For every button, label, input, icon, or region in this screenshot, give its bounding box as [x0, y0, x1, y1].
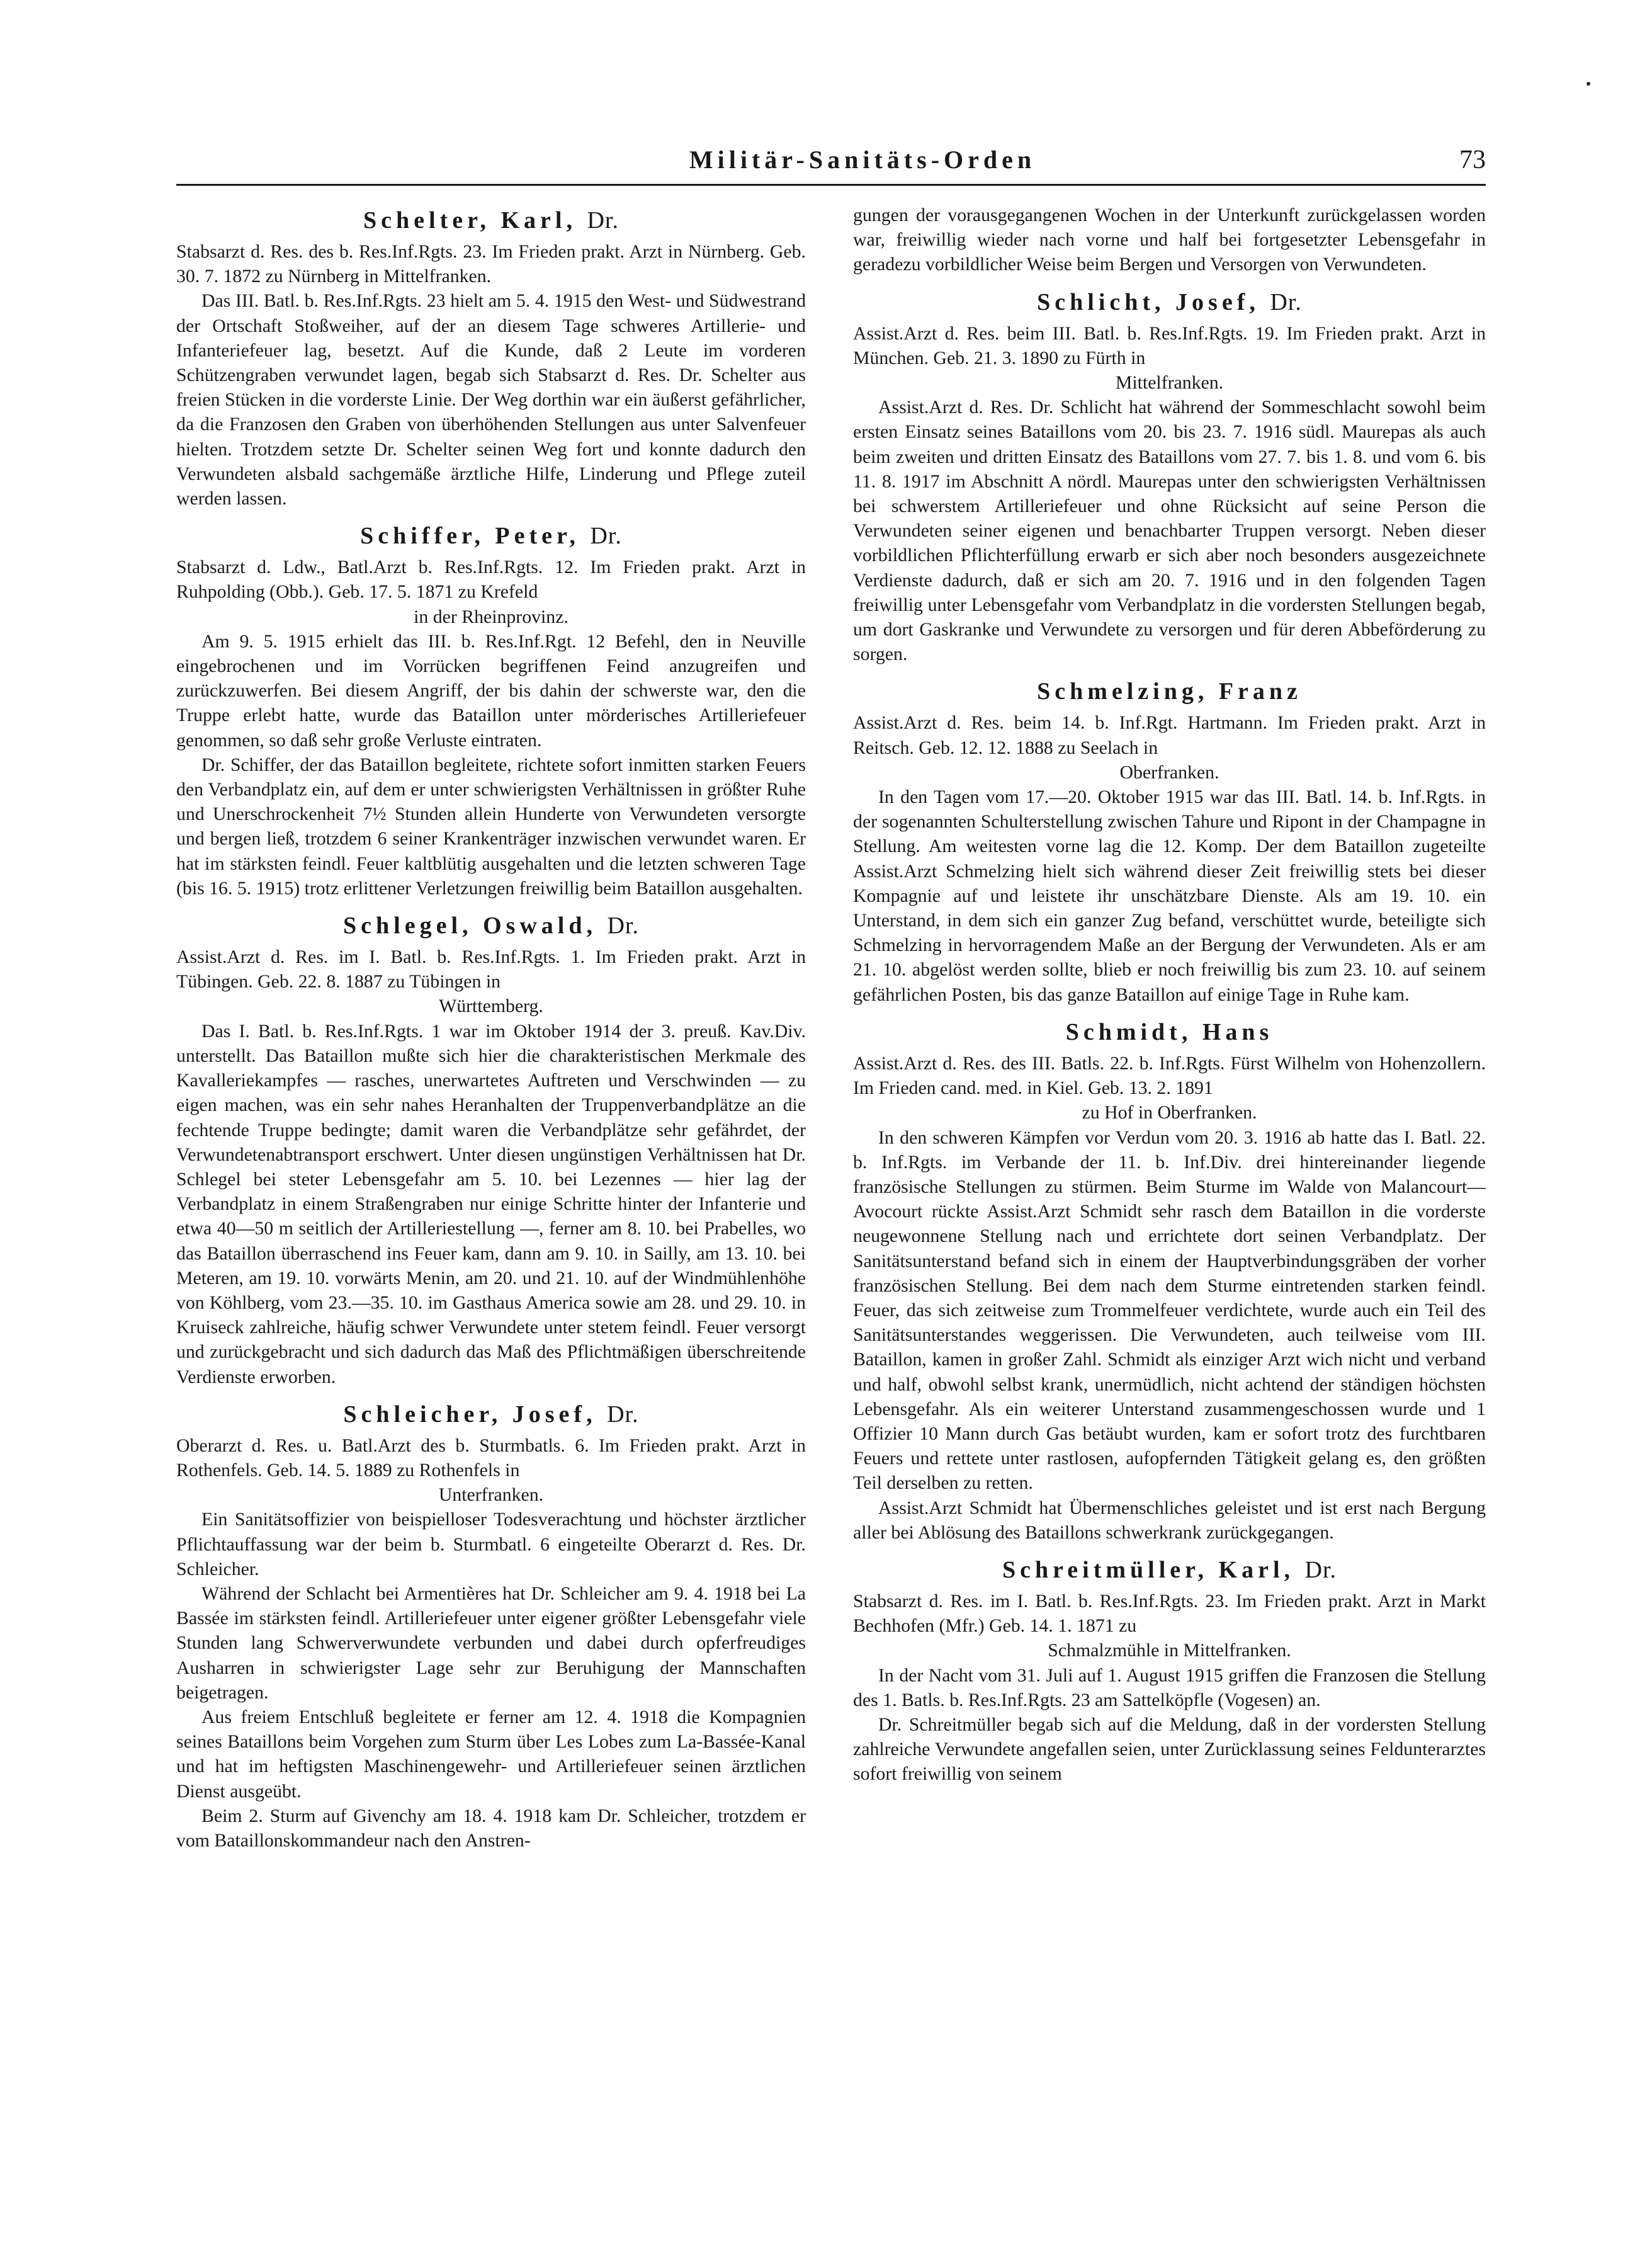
entry-meta: Assist.Arzt d. Res. des III. Batls. 22. b. Inf.Rgts. Fürst Wilhelm von Hohenzollern. Im Frieden cand. med. in Kiel. Geb. 13. 2. 1891	[853, 1052, 1486, 1099]
running-header	[176, 139, 1486, 186]
margin-speck	[1587, 82, 1590, 86]
entry-meta-tail: Württemberg.	[439, 996, 543, 1017]
entry-meta: Assist.Arzt d. Res. beim III. Batl. b. Res.Inf.Rgts. 19. Im Frieden prakt. Arzt in München. Geb. 21. 3. 1890 zu Fürth in	[853, 322, 1486, 368]
continuation-paragraph: gungen der vorausgegangenen Wochen in der Unterkunft zurückgelassen worden war, freiwillig wieder nach vorne und half bei fortgesetzter Lebensgefahr in geradezu vorbildlicher Weise beim Bergen und Versorgen von Verwundeten.	[853, 205, 1486, 275]
entry-meta-tail: Mittelfranken.	[1115, 372, 1224, 394]
entry-suffix: Dr.	[590, 523, 622, 550]
header-title: Militär-Sanitäts-Orden	[689, 145, 1036, 174]
entry-schleicher	[176, 1401, 806, 1853]
entry-paragraph: Assist.Arzt d. Res. Dr. Schlicht hat während der Sommeschlacht sowohl beim ersten Einsatz seines Bataillons vom 20. bis 23. 7. 1916 südl. Maurepas als auch beim zweiten und dritten Einsatz des Bataillons vom 27. 7. bis 1. 8. und vom 6. bis 11. 8. 1917 im Abschnitt A nördl. Maurepas unter den schwierigsten Verhältnissen bei schwerstem Artilleriefeuer und ohne Rücksicht auf seine Person die Verwundeten seiner eigenen und benachbarter Truppen versorgt. Neben dieser vorbildlichen Pflichterfüllung erwarb er sich aber noch besonders ausgezeichnete Verdienste dadurch, daß er sich am 20. 7. 1916 und in den folgenden Tagen freiwillig unter Lebensgefahr vom Verbandplatz in die vordersten Stellungen begab, um dort Gaskranke und Verwundete zu versorgen und für deren Abbeförderung zu sorgen.	[853, 397, 1486, 665]
entry-schlicht	[853, 288, 1486, 667]
entry-schiffer	[176, 522, 806, 901]
entry-meta: Assist.Arzt d. Res. im I. Batl. b. Res.Inf.Rgts. 1. Im Frieden prakt. Arzt in Tübingen. Geb. 22. 8. 1887 zu Tübingen in	[176, 947, 806, 992]
entry-name: Schiffer, Peter,	[360, 523, 580, 550]
right-column	[853, 203, 1486, 2243]
entry-name: Schlicht, Josef,	[1037, 288, 1260, 316]
entry-paragraph: Das III. Batl. b. Res.Inf.Rgts. 23 hielt am 5. 4. 1915 den West- und Südwestrand der Ortschaft Stoßweiher, auf der an diesem Tage schweres Artillerie- und Infanteriefeuer lag, besetzt. Auf die Kunde, daß 2 Leute im vorderen Schützengraben verwundet lagen, begab sich Stabsarzt d. Res. Dr. Schelter aus freien Stücken in die vorderste Linie. Der Weg dorthin war ein äußerst gefährlicher, da die Franzosen den Graben von überhöhenden Stellungen aus unter Salvenfeuer hielten. Trotzdem setzte Dr. Schelter seinen Weg fort und konnte dadurch den Verwundeten alsbald sachgemäße ärztliche Hilfe, Linderung und Pflege zuteil werden lassen.	[176, 290, 806, 509]
entry-continuation	[853, 203, 1486, 277]
entry-heading	[853, 678, 1486, 705]
entry-heading	[853, 1556, 1486, 1584]
entry-paragraph: Beim 2. Sturm auf Givenchy am 18. 4. 1918 kam Dr. Schleicher, trotzdem er vom Bataillonskommandeur nach den Anstren-	[176, 1805, 806, 1851]
entry-paragraph: In den schweren Kämpfen vor Verdun vom 20. 3. 1916 ab hatte das I. Batl. 22. b. Inf.Rgts. im Verbande der 11. b. Inf.Div. drei hintereinander liegende französische Stellungen zu stürmen. Beim Sturme im Walde von Malancourt—Avocourt rückte Assist.Arzt Schmidt sehr rasch dem Bataillon in die vorderste neugewonnene Stellung nach und errichtete dort seinen Verbandplatz. Der Sanitätsunterstand befand sich in einem der Hauptverbindungsgräben der vorher französischen Stellung. Bei dem nach dem Sturme eintretenden starken feindl. Feuer, das sich zeitweise zum Trommelfeuer verdichtete, wurde auch ein Teil des Sanitätsunterstandes weggerissen. Die Verwundeten, auch teilweise vom III. Bataillon, kamen in großer Zahl. Schmidt als einziger Arzt wich nicht und verband und half, obwohl selbst krank, unermüdlich, nicht achtend der ständigen höchsten Lebensgefahr. Als ein weiterer Unterstand zusammengeschossen wurde und 1 Offizier 10 Mann durch Gas betäubt wurden, kam er sofort trotz des furchtbaren Feuers und rettete unter rastlosen, aufopfernden Tätigkeit gelang es, den größten Teil derselben zu retten.	[853, 1127, 1486, 1494]
entry-name: Schlegel, Oswald,	[343, 912, 597, 940]
entry-meta-tail: Schmalzmühle in Mittelfranken.	[1048, 1640, 1291, 1661]
entry-heading	[853, 1018, 1486, 1046]
entry-heading	[176, 912, 806, 940]
entry-paragraph: Dr. Schiffer, der das Bataillon begleitete, richtete sofort inmitten starken Feuers den Verbandplatz ein, auf dem er unter schwierigsten Verhältnissen in größter Ruhe und Unerschrockenheit 7½ Stunden allein Hunderte von Verwundeten versorgte und bergen ließ, trotzdem 6 seiner Krankenträger inzwischen verwundet waren. Er hat im stärksten feindl. Feuer kaltblütig ausgehalten und die letzten schweren Tage (bis 16. 5. 1915) trotz erlittener Verletzungen freiwillig beim Bataillon ausgehalten.	[176, 754, 806, 899]
entry-meta-tail: Oberfranken.	[1119, 761, 1219, 783]
entry-schreitmueller	[853, 1556, 1486, 1787]
entry-paragraph: Das I. Batl. b. Res.Inf.Rgts. 1 war im Oktober 1914 der 3. preuß. Kav.Div. unterstellt. Das Bataillon mußte sich hier die charakteristischen Merkmale des Kavalleriekampfes — rasches, unerwartetes Auftreten und Verschwinden — zu eigen machen, was ein sehr nahes Heranhalten der Truppenverbandplätze an die fechtende Truppe bedingte; damit waren die Verbandplätze sehr gefährdet, der Verwundetenabtransport erschwert. Unter diesen ungünstigen Verhältnissen hat Dr. Schlegel bei steter Lebensgefahr am 5. 10. bei Lezennes — hier lag der Verbandplatz in einem Straßengraben nur einige Schritte hinter der Infanterie und etwa 40—50 m seitlich der Artilleriestellung —, ferner am 8. 10. bei Prabelles, wo das Bataillon überraschend ins Feuer kam, dann am 9. 10. in Sailly, am 13. 10. bei Meteren, am 19. 10. vorwärts Menin, am 20. und 21. 10. auf der Windmühlenhöhe von Köhlberg, vom 23.—35. 10. im Gasthaus America sowie am 28. und 29. 10. in Kruiseck zahlreiche, häufig schwer Verwundete unter stetem feindl. Feuer versorgt und zurückgebracht und sich dadurch das Maß des Pflichtmäßigen überschreitende Verdienste erworben.	[176, 1020, 806, 1387]
entry-name: Schelter, Karl,	[363, 207, 577, 234]
entry-meta-tail: zu Hof in Oberfranken.	[1082, 1102, 1257, 1123]
entry-meta: Assist.Arzt d. Res. beim 14. b. Inf.Rgt. Hartmann. Im Frieden prakt. Arzt in Reitsch. Geb. 12. 12. 1888 zu Seelach in	[853, 712, 1486, 758]
entry-name: Schmidt, Hans	[1065, 1018, 1274, 1045]
entry-paragraph: Am 9. 5. 1915 erhielt das III. b. Res.Inf.Rgt. 12 Befehl, den in Neuville eingebrochenen und im Vorrücken begriffenen Feind anzugreifen und zurückzuwerfen. Bei diesem Angriff, der bis dahin der schwerste war, den die Truppe erlebt hatte, wurde das Bataillon unter mörderisches Artilleriefeuer genommen, so daß sehr große Verluste eintraten.	[176, 630, 806, 751]
entry-paragraph: In den Tagen vom 17.—20. Oktober 1915 war das III. Batl. 14. b. Inf.Rgts. in der sogenannten Schulterstellung zwischen Tahure und Ripont in der Champagne in Stellung. Am weitesten vorne lag die 12. Komp. Der dem Bataillon zugeteilte Assist.Arzt Schmelzing hielt sich während dieser Zeit freiwillig stets bei dieser Kompagnie auf und leistete ihr unschätzbare Dienste. Als am 19. 10. ein Unterstand, in dem sich ein ganzer Zug befand, verschüttet wurde, beteiligte sich Schmelzing in hervorragendem Maße an der Bergung der Verwundeten. Als er am 21. 10. abgelöst werden sollte, blieb er noch freiwillig bis zum 23. 10. auf seinem gefährlichen Posten, bis das ganze Bataillon auf einige Tage in Ruhe kam.	[853, 787, 1486, 1005]
entry-paragraph: Dr. Schreitmüller begab sich auf die Meldung, daß in der vordersten Stellung zahlreiche Verwundete angefallen seien, unter Zurücklassung seines Feldunterarztes sofort freiwillig von seinem	[853, 1714, 1486, 1785]
entry-paragraph: Aus freiem Entschluß begleitete er ferner am 12. 4. 1918 die Kompagnien seines Bataillons beim Vorgehen zum Sturm über Les Lobes zum La-Bassée-Kanal und hat im heftigsten Maschinengewehr- und Artilleriefeuer seinen ärztlichen Dienst ausgeübt.	[176, 1706, 806, 1802]
entry-meta-tail: in der Rheinprovinz.	[414, 606, 569, 627]
entry-suffix: Dr.	[1270, 288, 1302, 316]
entry-schelter	[176, 207, 806, 511]
entry-name: Schleicher, Josef,	[343, 1401, 597, 1428]
entry-schmidt	[853, 1018, 1486, 1545]
entry-paragraph: In der Nacht vom 31. Juli auf 1. August 1915 griffen die Franzosen die Stellung des 1. Batls. b. Res.Inf.Rgts. 23 am Sattelköpfle (Vogesen) an.	[853, 1664, 1486, 1710]
entry-meta-tail: Unterfranken.	[438, 1484, 544, 1506]
entry-suffix: Dr.	[587, 207, 619, 234]
page-number: 73	[1459, 145, 1486, 174]
left-column	[176, 203, 806, 2243]
entry-meta: Stabsarzt d. Ldw., Batl.Arzt b. Res.Inf.Rgts. 12. Im Frieden prakt. Arzt in Ruhpolding (Obb.). Geb. 17. 5. 1871 zu Krefeld	[176, 557, 806, 603]
entry-schlegel	[176, 912, 806, 1389]
entry-heading	[853, 288, 1486, 316]
entry-name: Schreitmüller, Karl,	[1002, 1556, 1295, 1583]
entry-meta: Oberarzt d. Res. u. Batl.Arzt des b. Sturmbatls. 6. Im Frieden prakt. Arzt in Rothenfels. Geb. 14. 5. 1889 zu Rothenfels in	[176, 1435, 806, 1481]
entry-paragraph: Ein Sanitätsoffizier von beispielloser Todesverachtung und höchster ärztlicher Pflichtauffassung war der beim b. Sturmbatl. 6 eingeteilte Oberarzt d. Res. Dr. Schleicher.	[176, 1509, 806, 1579]
entry-meta: Stabsarzt d. Res. im I. Batl. b. Res.Inf.Rgts. 23. Im Frieden prakt. Arzt in Markt Bechhofen (Mfr.) Geb. 14. 1. 1871 zu	[853, 1590, 1486, 1637]
entry-schmelzing	[853, 678, 1486, 1006]
entry-heading	[176, 1401, 806, 1428]
entry-paragraph: Während der Schlacht bei Armentières hat Dr. Schleicher am 9. 4. 1918 bei La Bassée im stärksten feindl. Artilleriefeuer unter eigener größter Lebensgefahr viele Stunden lang Schwerverwundete verbunden und dabei durch opferfreudiges Ausharren in schwierigster Lage sehr zur Beruhigung der Mannschaften beigetragen.	[176, 1583, 806, 1703]
entry-heading	[176, 522, 806, 550]
entry-meta: Stabsarzt d. Res. des b. Res.Inf.Rgts. 23. Im Frieden prakt. Arzt in Nürnberg. Geb. 30. 7. 1872 zu Nürnberg in Mittelfranken.	[176, 241, 806, 287]
entry-suffix: Dr.	[607, 1401, 639, 1428]
entry-suffix: Dr.	[1304, 1556, 1337, 1583]
entry-heading	[176, 207, 806, 234]
entry-suffix: Dr.	[607, 912, 639, 940]
entry-paragraph: Assist.Arzt Schmidt hat Übermenschliches geleistet und ist erst nach Bergung aller bei Ablösung des Bataillons schwerkrank zurückgegangen.	[853, 1497, 1486, 1543]
entry-name: Schmelzing, Franz	[1037, 678, 1302, 705]
